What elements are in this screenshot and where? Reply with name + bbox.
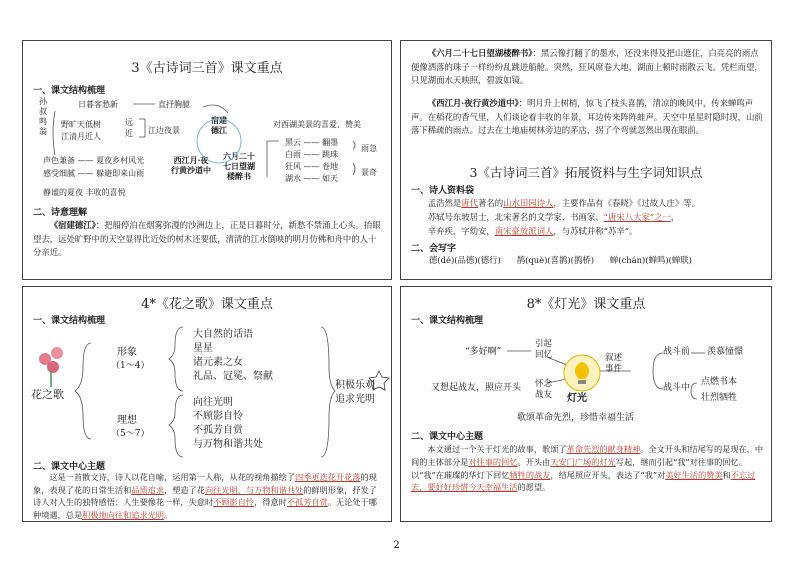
right-item: 狂风 —— 卷地 (285, 162, 339, 171)
narration-tag: 叙述 事件 (605, 353, 623, 374)
section-heading: 二、课文中心主题 (33, 462, 106, 472)
branch-range: （1～4） (111, 361, 150, 371)
structure-tag: 江边夜景 (148, 126, 180, 135)
poem-label: 《宿建德江》 (49, 220, 96, 230)
poet-info-2: 苏轼号东坡居士，北宋著名的文学家、书画家、“唐宋八大家”之一， (427, 212, 680, 222)
ideal-item: 不顾影自怜 (193, 411, 243, 422)
poet-names: 孙 叔 鸣 翁 (39, 97, 47, 136)
structure-tag: 直抒胸臆 (158, 100, 190, 109)
distance-label: 远 近 (125, 118, 133, 138)
section-heading: 二、课文中心主题 (411, 432, 484, 442)
panel-title: 3《古诗词三首》拓展资料与生字词知识点 (469, 165, 703, 180)
ideal-item: 与万物和谐共处 (193, 439, 263, 450)
structure-footer: 静谧的夏夜 丰收的喜悦 (43, 188, 126, 197)
panel-title: 8*《灯光》课文重点 (526, 297, 646, 312)
writing-characters: 德(dé)(品德)(德行) 鹊(què)(喜鹊)(鹊桥) 蝉(chán)(蝉鸣)(蝉联) (429, 255, 692, 265)
center-label-right: 六月二十 七日望湖 楼醉书 (223, 151, 255, 181)
panel-flower-song (22, 286, 392, 522)
panel-title: 4*《花之歌》课文重点 (141, 297, 273, 312)
quote-tag: 引起 回忆 (535, 339, 553, 360)
structure-line: 感受细腻 —— 躲避即来山雨 (43, 169, 145, 178)
branch-label: 理想 (117, 415, 137, 426)
lamp-label: 灯光 (567, 393, 587, 404)
image-item: 星星 (193, 343, 213, 354)
theme-line: 歌颂革命先烈，珍惜幸福生活 (517, 413, 635, 423)
phase-label: 战斗前 (663, 347, 691, 357)
poet-info-1: 孟浩然是唐代著名的山水田园诗人，主要作品有《春晓》《过故人庄》等。 (427, 198, 700, 208)
lamp-icon (564, 355, 600, 391)
phase-item: 点燃书本 (701, 377, 738, 387)
section-heading: 一、诗人资料袋 (411, 186, 475, 196)
central-theme: 这是一首散文诗，诗人以花自喻，运用第一人称，从花的视角描绘了四季更迭花开花落的现象，表现了花的日常生活和品质追求，塑造了花向往光明、与万物和谐共处的鲜明形象，抒发了诗人对人生的独特感悟：人生要像花一样，失意时不顾影自怜，得意时不孤芳自赏。无论处于哪种境遇，总是积极地向往和追求光明。 (33, 472, 377, 520)
poem-label: 《西江月·夜行黄沙道中》 (427, 98, 519, 108)
branch-range: （5～7） (111, 429, 150, 439)
poem-explanation-2 (411, 97, 765, 138)
image-item: 礼品、冠冕、祭献 (193, 371, 273, 382)
phase-label: 战斗中 (663, 383, 691, 393)
section-heading: 一、课文结构梳理 (33, 86, 106, 96)
panel-ancient-poems (22, 40, 392, 280)
poem-line: 日暮客愁新 (78, 100, 118, 109)
center-label-left: 西江月·夜 行黄沙道中 (171, 155, 211, 175)
quote-label: “多好啊” (465, 347, 502, 357)
flower-icon (39, 347, 63, 387)
right-item: 湖水 —— 如天 (285, 174, 339, 183)
memory-tag: 怀念 战友 (535, 379, 553, 400)
right-tag: 雨急 (361, 144, 377, 153)
center-label-top: 宿建 德江 (211, 115, 227, 135)
ideal-item: 向往光明 (193, 397, 233, 408)
image-item: 诸元素之女 (193, 357, 243, 368)
poet-info-3: 辛弃疾，字幼安，南宋豪放派词人，与苏轼并称“苏辛”。 (427, 226, 638, 236)
poem-text: ：黑云像打翻了的墨水，还没来得及把山遮住，白亮亮的雨点便像洒落的珠子一样纷纷乱跳进船舱。突然，狂风席卷大地，湖面上顿时雨散云飞。凭栏而望，只见湖面水天映照，碧波如镜。 (411, 48, 763, 85)
right-tag: 景奇 (361, 168, 377, 177)
poem-text: ：把船停泊在烟雾弥漫的沙洲边上，正是日暮时分，新愁不禁涌上心头。抬眼望去，远处旷野中的天空显得比近处的树木还要低，清清的江水倒映的明月仿佛和舟中的人十分亲近。 (33, 220, 381, 257)
section-heading: 二、诗意理解 (33, 208, 88, 218)
section-heading: 二、会写字 (411, 244, 457, 254)
central-theme: 本文通过一个关于灯光的故事，歌颂了革命先烈的献身精神。全文开头和结尾写的是现在，中间的主体部分是对往事的回忆。开头由天安门广场的灯光写起，继而引起“我”对往事的回忆。以“我”在璀璨的华灯下回忆牺牲的战友，结尾照应开头，表达了“我”对美好生活的赞美和不忘过去，要好好珍惜今天幸福生活的愿望。 (411, 444, 764, 493)
image-item: 大自然的话语 (193, 329, 253, 340)
poem-explanation-1 (411, 47, 765, 88)
page-number: 2 (393, 540, 400, 551)
section-heading: 一、课文结构梳理 (411, 316, 484, 326)
poem-line: 江清月近人 (61, 132, 101, 141)
poem-text: ：明月升上树梢，惊飞了枝头喜鹊，清凉的晚风中，传来蝉鸣声声。在稻花的香气里，人们谈论着丰收的年景，耳边传来阵阵蛙声。天空中星星时隐时现，山前落下稀疏的雨点。过去在土地庙树林旁边的茅店，拐了个弯就忽然出现在眼前。 (411, 98, 763, 135)
diagram-root: 花之歌 (31, 388, 64, 401)
poem-explanation (33, 219, 383, 260)
panel-title: 3《古诗词三首》课文重点 (131, 61, 283, 76)
memory-label: 又想起战友，照应开头 (431, 383, 522, 393)
summary-label: 积极乐观 追求光明 (335, 380, 375, 405)
panel-lamp-light (400, 286, 772, 522)
phase-item: 羡慕憧憬 (707, 347, 744, 357)
right-item: 白雨 —— 跳珠 (285, 150, 339, 159)
branch-label: 形象 (117, 347, 137, 358)
section-heading: 一、课文结构梳理 (33, 316, 106, 326)
panel-ancient-poems-extended (400, 40, 772, 280)
right-item: 黑云 —— 翻墨 (285, 138, 339, 147)
poem-label: 《六月二十七日望湖楼醉书》 (427, 48, 533, 58)
structure-line: 声色兼备 —— 夏夜乡村风光 (43, 156, 145, 165)
phase-item: 壮烈牺牲 (701, 393, 738, 403)
right-heading: 对西湖美景的喜爱、赞美 (273, 120, 361, 129)
poem-line: 野旷天低树 (61, 120, 101, 129)
ideal-item: 不孤芳自赏 (193, 425, 243, 436)
